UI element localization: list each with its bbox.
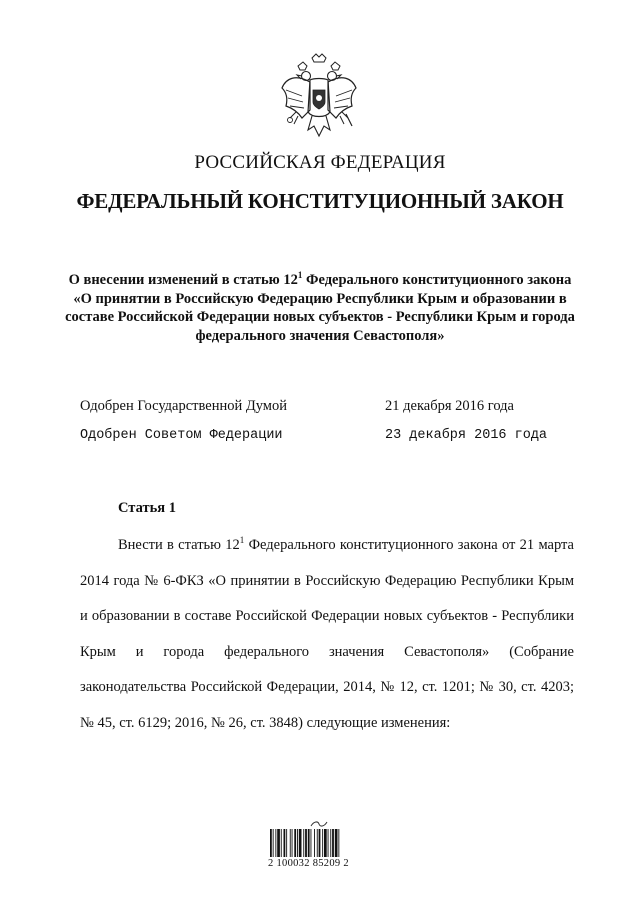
barcode-bar [286, 829, 287, 857]
article-text-part2: Федерального конституционного закона от 21 марта 2014 года № 6-ФКЗ «О принятии в Российскую Федерацию Республики Крым и образовании в составе Российской Федерации новых субъектов - Республики Крым и города федерального значения Севастополя» (Собрание законодательства Российской Федерации, 2014, № 12, ст. 1201; № 30, ст. 4203; № 45, ст. 6129; 2016, № 26, ст. 3848) следующие изменения: [80, 537, 574, 731]
barcode-bar [324, 829, 327, 857]
approval-body: Одобрен Советом Федерации [80, 428, 283, 443]
barcode-icon [270, 829, 360, 857]
article-text [80, 528, 574, 741]
barcode-bar [305, 829, 307, 857]
article-text-part1: Внести в статью 12 [118, 537, 240, 553]
law-title-part2: Федерального конституционного закона «О принятии в Российскую Федерацию Республики Крым и образовании в составе Российской Федерации новых субъектов - Республики Крым и города федерального значения Севастополя» [65, 272, 575, 344]
barcode-bar [275, 829, 276, 857]
barcode-bar [281, 829, 282, 857]
barcode-bar [328, 829, 329, 857]
barcode-bar [299, 829, 302, 857]
barcode-bar [297, 829, 298, 857]
law-type: ФЕДЕРАЛЬНЫЙ КОНСТИТУЦИОННЫЙ ЗАКОН [76, 189, 564, 213]
barcode-bar [294, 829, 296, 857]
country-name: РОССИЙСКАЯ ФЕДЕРАЦИЯ [194, 152, 446, 173]
barcode-bar [319, 829, 321, 857]
barcode-bar [290, 829, 291, 857]
approval-body: Одобрен Государственной Думой [80, 398, 287, 414]
approval-date: 23 декабря 2016 года [385, 428, 548, 443]
law-title-part1: О внесении изменений в статью 12 [68, 272, 298, 288]
barcode-bar [303, 829, 304, 857]
approval-date: 21 декабря 2016 года [385, 398, 514, 414]
barcode-block [268, 820, 368, 876]
law-title-superscript: 1 [297, 270, 303, 281]
publisher-logo-icon [310, 820, 328, 828]
barcode-bar [311, 829, 312, 857]
article-heading: Статья 1 [118, 500, 176, 516]
article-text-superscript: 1 [239, 535, 245, 546]
coat-of-arms-icon [276, 52, 362, 146]
barcode-bar [314, 829, 315, 857]
barcode-number: 2 100032 85209 2 [268, 858, 349, 869]
barcode-bar [273, 829, 274, 857]
barcode-bar [292, 829, 293, 857]
law-title [60, 271, 580, 345]
barcode-bar [317, 829, 318, 857]
barcode-bar [322, 829, 323, 857]
barcode-bar [338, 829, 339, 857]
barcode-bar [332, 829, 334, 857]
barcode-bar [308, 829, 310, 857]
barcode-bar [335, 829, 338, 857]
barcode-bar [277, 829, 280, 857]
barcode-bar [330, 829, 331, 857]
barcode-bar [284, 829, 286, 857]
barcode-bar [270, 829, 272, 857]
